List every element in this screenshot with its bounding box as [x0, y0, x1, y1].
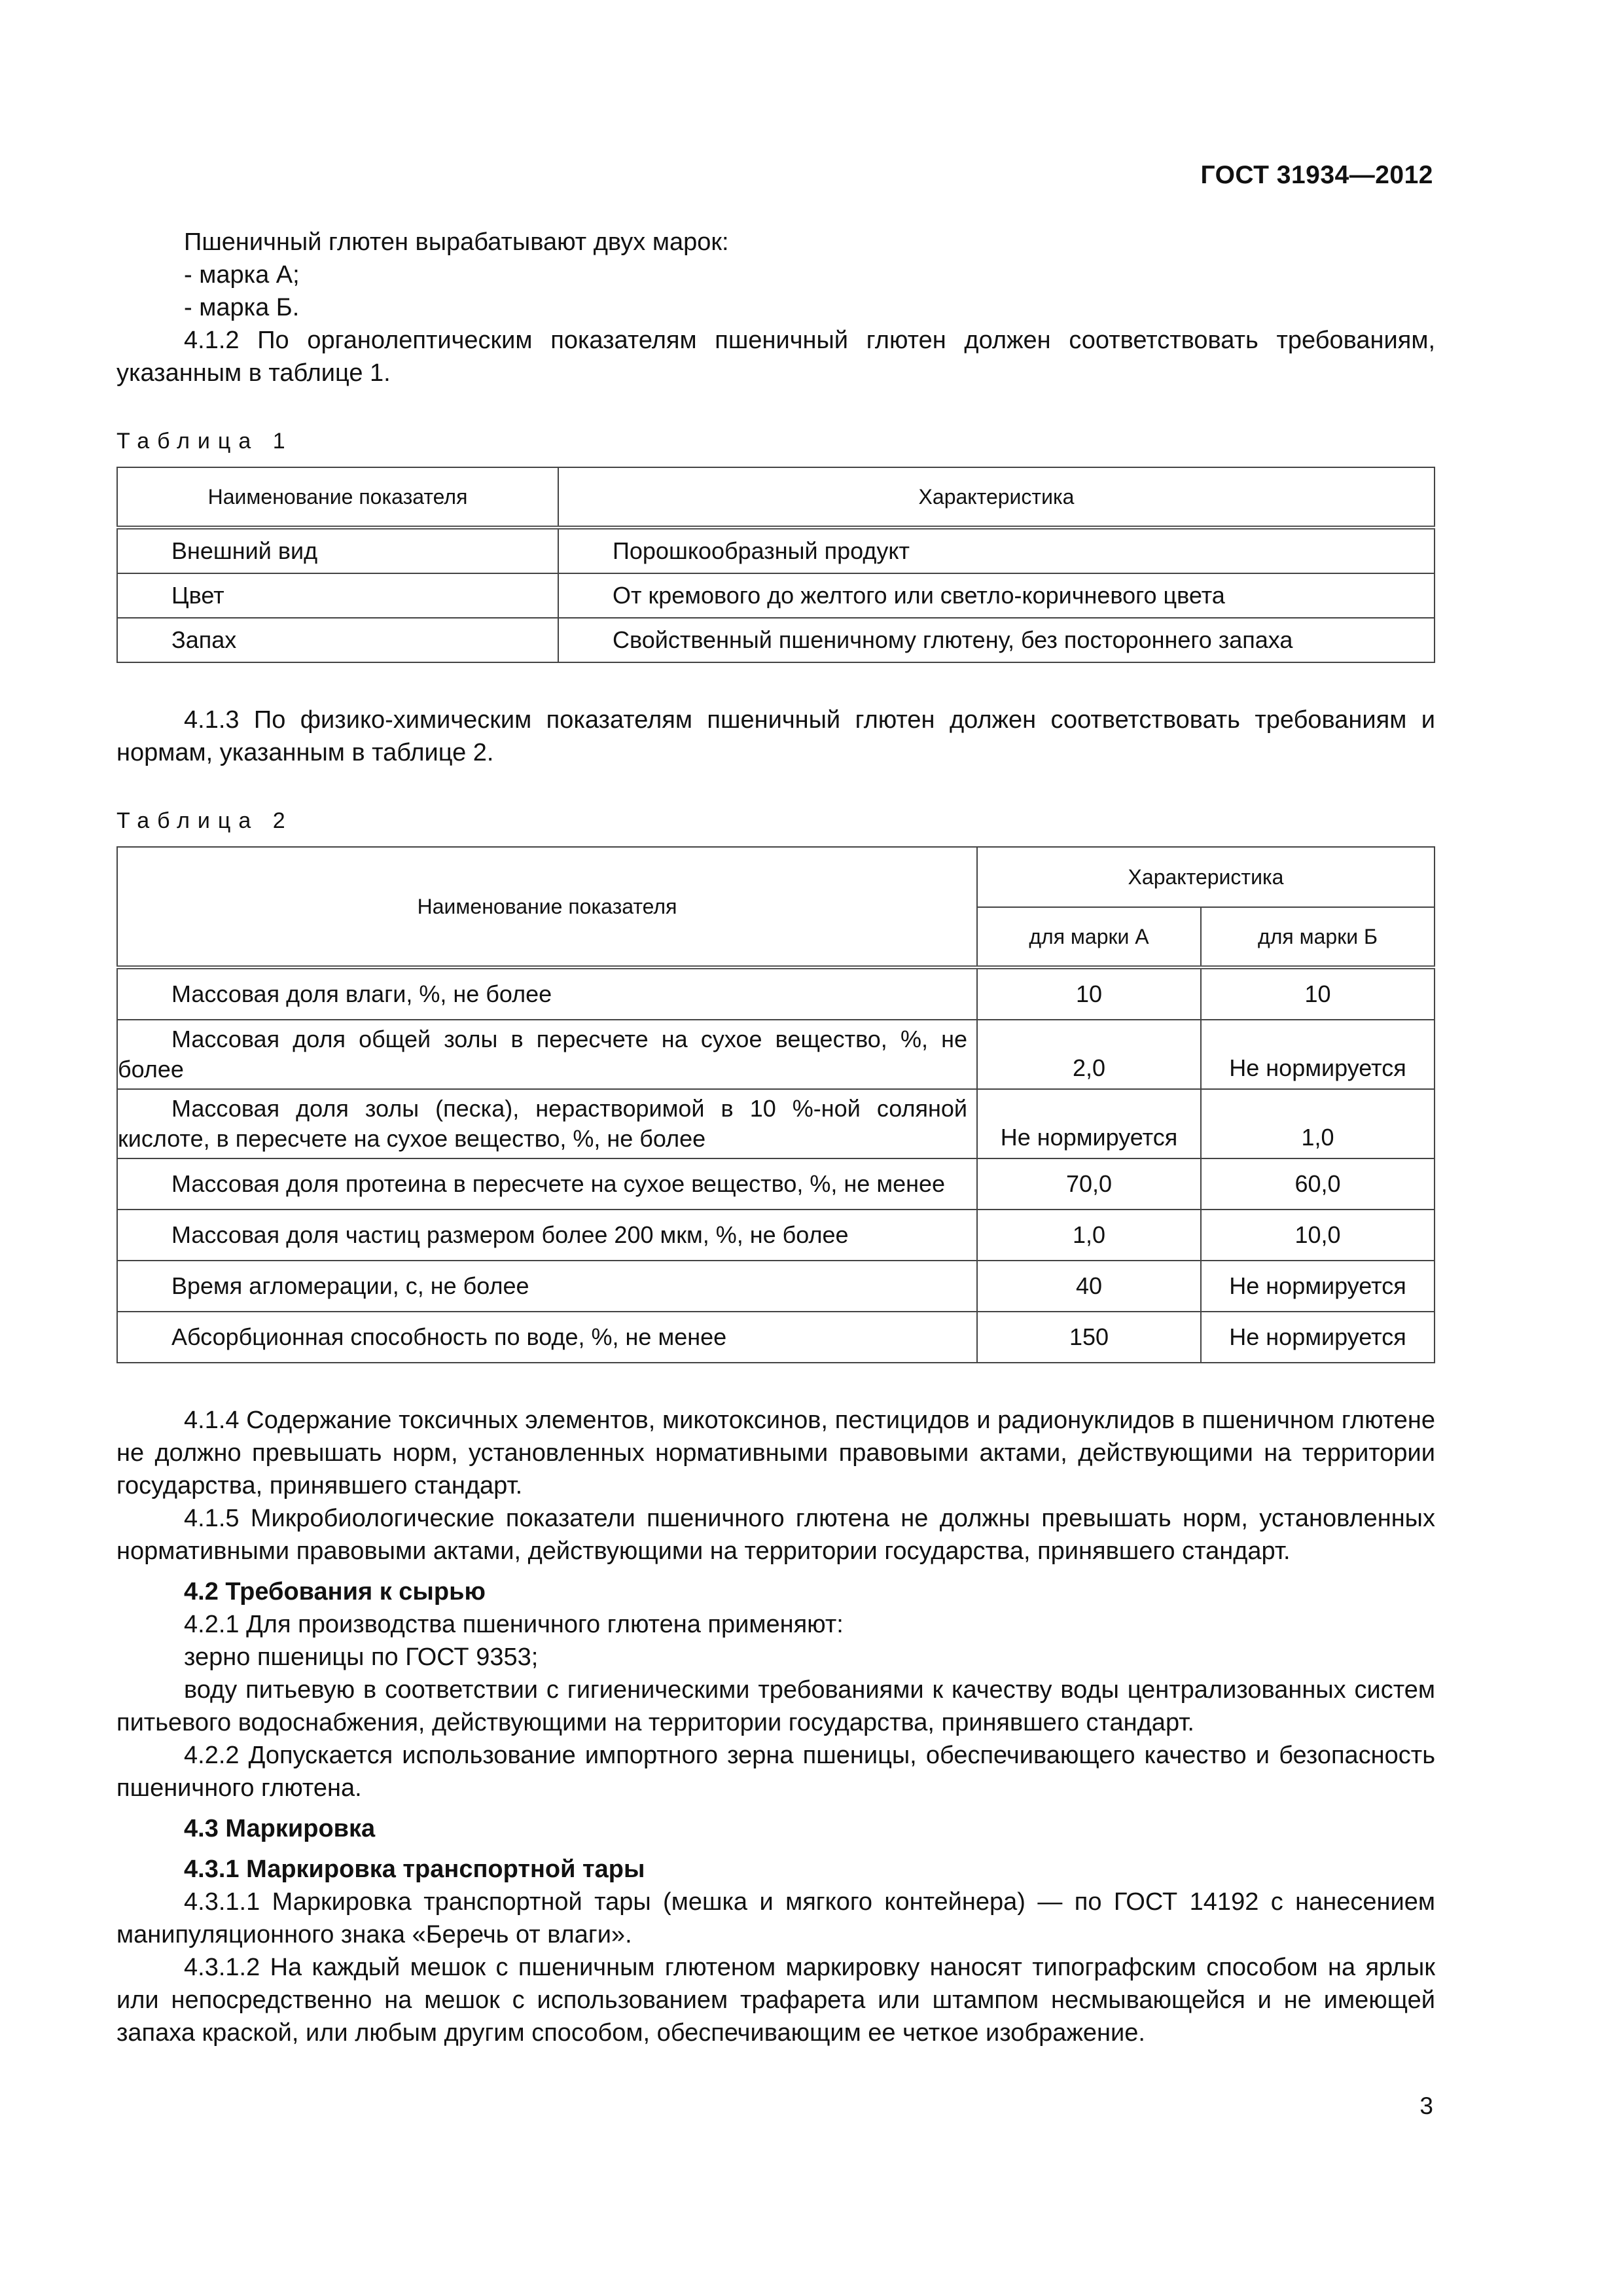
- table1-cell-name: Внешний вид: [117, 528, 558, 573]
- table2-cell-b: Не нормируется: [1201, 1312, 1435, 1363]
- table2-cell-a: 150: [977, 1312, 1201, 1363]
- table1-header-name: Наименование показателя: [117, 467, 558, 528]
- table2-cell-b: 10,0: [1201, 1210, 1435, 1261]
- paragraph-4-2-1: 4.2.1 Для производства пшеничного глютена применяют:: [184, 1611, 844, 1638]
- section-4-2-title: 4.2 Требования к сырью: [184, 1578, 486, 1605]
- table2-cell-a: Не нормируется: [977, 1089, 1201, 1158]
- paragraph-4-3-1-1: 4.3.1.1 Маркировка транспортной тары (мешка и мягкого контейнера) — по ГОСТ 14192 с нанесением манипуляционного знака «Беречь от влаги».: [116, 1888, 1435, 1948]
- section-4-3-title: 4.3 Маркировка: [184, 1815, 376, 1842]
- table2-cell-name: Массовая доля общей золы в пересчете на сухое вещество, %, не более: [118, 1026, 967, 1083]
- table-row: [117, 1210, 1435, 1261]
- table2-cell-b: 10: [1201, 967, 1435, 1020]
- table1-caption: Таблица 1: [116, 429, 293, 454]
- section-4-3-1-title: 4.3.1 Маркировка транспортной тары: [184, 1856, 645, 1883]
- table2-cell-a: 1,0: [977, 1210, 1201, 1261]
- table2-cell-b: 1,0: [1201, 1089, 1435, 1158]
- table-row: [117, 967, 1435, 1020]
- page-content: [116, 226, 1435, 2049]
- paragraph-4-2-1-item: зерно пшеницы по ГОСТ 9353;: [184, 1643, 539, 1671]
- table2-cell-b: 60,0: [1201, 1158, 1435, 1210]
- paragraph-4-1-4: 4.1.4 Содержание токсичных элементов, микотоксинов, пестицидов и радионуклидов в пшеничном глютене не должно превышать норм, установленных нормативными правовыми актами, действующими на территории государства, принявшего стандарт.: [116, 1407, 1435, 1499]
- table1-header-value: Характеристика: [558, 467, 1435, 528]
- table1-cell-value: От кремового до желтого или светло-коричневого цвета: [558, 573, 1435, 618]
- document-code: ГОСТ 31934—2012: [1200, 161, 1433, 189]
- table2-cell-a: 70,0: [977, 1158, 1201, 1210]
- table2-cell-name: Время агломерации, с, не более: [171, 1272, 529, 1299]
- table-row: [117, 1261, 1435, 1312]
- table2-header-group: Характеристика: [977, 847, 1435, 907]
- paragraph-4-2-2: 4.2.2 Допускается использование импортного зерна пшеницы, обеспечивающего качество и безопасность пшеничного глютена.: [116, 1742, 1435, 1802]
- intro-line: - марка Б.: [184, 294, 300, 321]
- intro-line: Пшеничный глютен вырабатывают двух марок:: [184, 228, 729, 256]
- table1-cell-value: Порошкообразный продукт: [558, 528, 1435, 573]
- paragraph-4-1-5: 4.1.5 Микробиологические показатели пшеничного глютена не должны превышать норм, установленных нормативными правовыми актами, действующими на территории государства, принявшего стандарт.: [116, 1505, 1435, 1565]
- table1-cell-name: Цвет: [117, 573, 558, 618]
- table-2: [116, 846, 1435, 1363]
- table-row: [117, 1089, 1435, 1158]
- paragraph-4-1-2: 4.1.2 По органолептическим показателям пшеничный глютен должен соответствовать требованиям, указанным в таблице 1.: [116, 327, 1435, 387]
- table2-cell-a: 40: [977, 1261, 1201, 1312]
- intro-line: - марка А;: [184, 261, 300, 289]
- paragraph-4-2-1-item: воду питьевую в соответствии с гигиеническими требованиями к качеству воды централизованных систем питьевого водоснабжения, действующими на территории государства, принявшего стандарт.: [116, 1676, 1435, 1736]
- table2-cell-name: Массовая доля влаги, %, не более: [171, 980, 552, 1007]
- table2-cell-name: Абсорбционная способность по воде, %, не менее: [171, 1323, 727, 1350]
- table2-cell-a: 10: [977, 967, 1201, 1020]
- table-row: [117, 1312, 1435, 1363]
- table1-cell-value: Свойственный пшеничному глютену, без постороннего запаха: [558, 618, 1435, 662]
- table-row: [117, 1158, 1435, 1210]
- table2-cell-name: Массовая доля частиц размером более 200 мкм, %, не более: [171, 1221, 849, 1248]
- table2-cell-a: 2,0: [977, 1020, 1201, 1089]
- table2-cell-name: Массовая доля золы (песка), нерастворимой в 10 %-ной соляной кислоте, в пересчете на сухое вещество, %, не более: [118, 1095, 967, 1152]
- page-number: 3: [1419, 2092, 1433, 2119]
- table2-caption: Таблица 2: [116, 808, 293, 833]
- table-row: [117, 1020, 1435, 1089]
- table2-cell-name: Массовая доля протеина в пересчете на сухое вещество, %, не менее: [171, 1170, 946, 1197]
- table2-header-a: для марки А: [977, 907, 1201, 967]
- table-row: [117, 618, 1435, 662]
- table2-cell-b: Не нормируется: [1201, 1020, 1435, 1089]
- table-row: [117, 528, 1435, 573]
- table2-header-name: Наименование показателя: [117, 847, 977, 967]
- table2-header-b: для марки Б: [1201, 907, 1435, 967]
- table-row: [117, 573, 1435, 618]
- table-1: [116, 467, 1435, 663]
- table2-cell-b: Не нормируется: [1201, 1261, 1435, 1312]
- paragraph-4-3-1-2: 4.3.1.2 На каждый мешок с пшеничным глютеном маркировку наносят типографским способом на ярлык или непосредственно на мешок с использованием трафарета или штампом несмывающейся и не имеющей запаха краской, или любым другим способом, обеспечивающим ее четкое изображение.: [116, 1954, 1435, 2047]
- paragraph-4-1-3: 4.1.3 По физико-химическим показателям пшеничный глютен должен соответствовать требованиям и нормам, указанным в таблице 2.: [116, 706, 1435, 766]
- table1-cell-name: Запах: [117, 618, 558, 662]
